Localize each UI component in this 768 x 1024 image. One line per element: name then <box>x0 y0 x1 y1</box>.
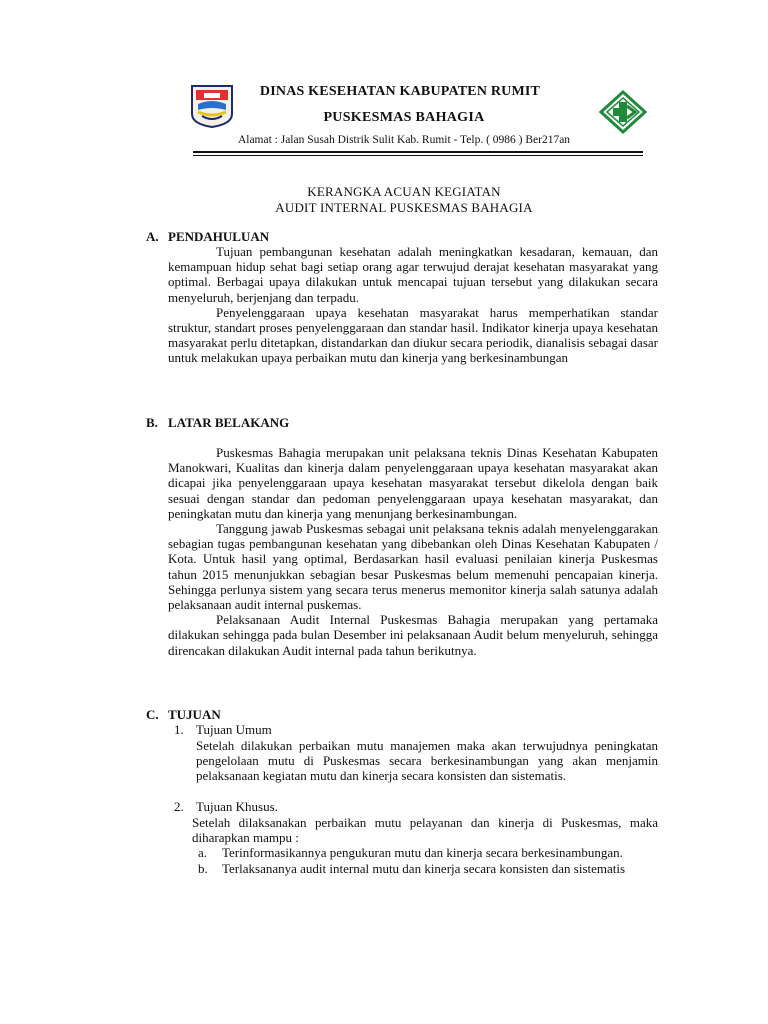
goal-item-1 <box>174 722 272 738</box>
goal-item-2-text: Setelah dilaksanakan perbaikan mutu pelayanan dan kinerja di Puskesmas, maka diharapkan mampu : <box>192 815 658 846</box>
section-b-paragraph: Puskesmas Bahagia merupakan unit pelaksana teknis Dinas Kesehatan Kabupaten Manokwari, Kualitas dan kinerja dalam penyelenggaraan upaya kesehatan masyarakat akan dicapai jika penyelenggaraan upaya kesehatan masyarakat tersebut dikelola dengan baik sesuai dengan standar dan pedoman penyelenggaraan upaya kesehatan masyarakat, dan peningkatan mutu dan kinerja yang menunjang berkesinambungan. <box>168 445 658 521</box>
sub-goal-text: Terinformasikannya pengukuran mutu dan kinerja secara berkesinambungan. <box>222 845 623 860</box>
agency-name: DINAS KESEHATAN KABUPATEN RUMIT <box>259 84 541 99</box>
facility-name: PUSKESMAS BAHAGIA <box>323 110 485 125</box>
document-title: KERANGKA ACUAN KEGIATAN <box>307 184 501 199</box>
section-a-paragraph: Penyelenggaraan upaya kesehatan masyarakat harus memperhatikan standar struktur, standart proses penyelenggaraan dan standar hasil. Indikator kinerja upaya kesehatan masyarakat perlu ditetapkan, distandarkan dan diukur secara periodik, dianalisis sebagai dasar untuk melakukan upaya perbaikan mutu dan kinerja yang berkesinambungan <box>168 304 658 366</box>
section-a-heading <box>146 229 269 245</box>
goal-item-1-label: Tujuan Umum <box>196 722 272 737</box>
goal-item-1-number: 1. <box>174 722 184 737</box>
section-a-body <box>168 244 658 366</box>
sub-goal-text: Terlaksananya audit internal mutu dan kinerja secara konsisten dan sistematis <box>222 861 626 876</box>
section-a-title: PENDAHULUAN <box>168 229 270 244</box>
sub-goal-number: a. <box>198 845 208 860</box>
header-divider <box>193 151 643 153</box>
section-b-paragraph: Tanggung jawab Puskesmas sebagai unit pelaksana teknis adalah menyelenggarakan sebagian tugas pembangunan kesehatan yang dibebankan oleh Dinas Kesehatan Kabupaten / Kota. Untuk hasil yang optimal, Berdasarkan hasil evaluasi penilaian kinerja Puskesmas tahun 2015 menunjukkan sebagian besar Puskesmas belum memenuhi pencapaian kinerja. Sehingga perlunya sistem yang secara terus menerus memonitor kinerja salah satunya adalah pelaksanaan audit internal puskemas. <box>168 521 658 613</box>
section-a-number: A. <box>146 229 159 244</box>
goal-item-1-text: Setelah dilakukan perbaikan mutu manajemen maka akan terwujudnya peningkatan pengelolaan mutu di Puskesmas secara berkesinambungan yang akan menjamin pelaksanaan kegiatan mutu dan kinerja secara konsisten dan sistematis. <box>196 738 658 784</box>
section-b-body <box>168 445 658 658</box>
sub-goal-number: b. <box>198 861 208 876</box>
section-b-number: B. <box>146 415 158 430</box>
section-b-heading <box>146 415 289 431</box>
address-line: Alamat : Jalan Susah Distrik Sulit Kab. Rumit - Telp. ( 0986 ) Ber217an <box>237 134 571 146</box>
section-c-heading <box>146 707 221 723</box>
header-divider-thin <box>193 155 643 156</box>
goal-item-2-label: Tujuan Khusus. <box>196 799 278 814</box>
sub-goal-item <box>198 845 623 861</box>
document-subtitle: AUDIT INTERNAL PUSKESMAS BAHAGIA <box>275 200 533 215</box>
sub-goal-item <box>198 861 625 877</box>
section-c-title: TUJUAN <box>168 707 221 722</box>
section-a-paragraph: Tujuan pembangunan kesehatan adalah meningkatkan kesadaran, kemauan, dan kemampuan hidup sehat bagi setiap orang agar terwujud derajat kesehatan masyarakat yang optimal. Berbagai upaya dilakukan untuk mencapai tujuan tersebut yang dilakukan secara menyeluruh, berjenjang dan terpadu. <box>168 244 658 305</box>
section-b-paragraph: Pelaksanaan Audit Internal Puskesmas Bahagia merupakan yang pertamaka dilakukan sehingga pada bulan Desember ini pelaksanaan Audit belum menyeluruh, sehingga direncakan dilakukan Audit internal pada tahun berikutnya. <box>168 612 658 658</box>
section-b-title: LATAR BELAKANG <box>168 415 290 430</box>
goal-item-2-number: 2. <box>174 799 184 814</box>
section-c-number: C. <box>146 707 159 722</box>
goal-item-2 <box>174 799 278 815</box>
